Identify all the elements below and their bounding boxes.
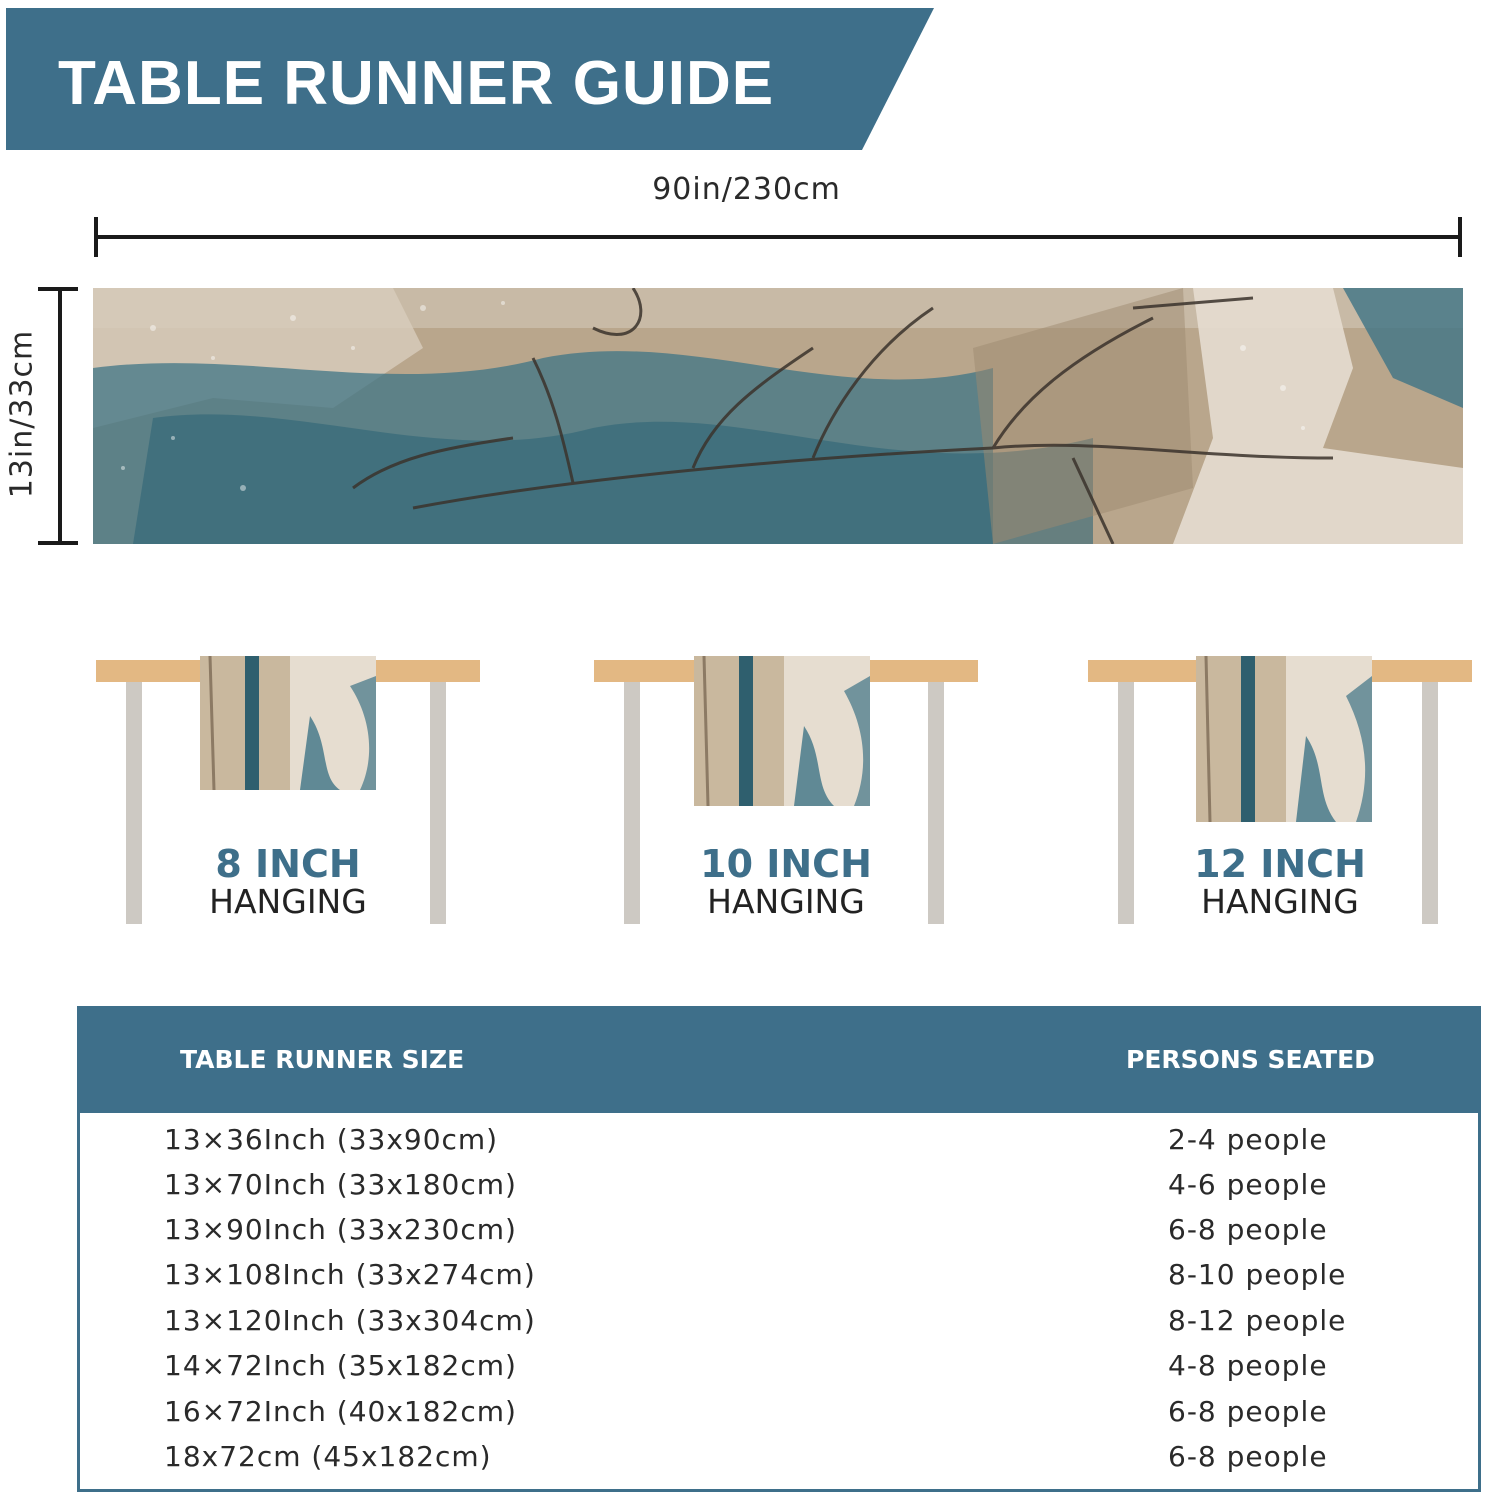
table-row [80, 1349, 1478, 1389]
hanging-word-label: HANGING [209, 882, 367, 921]
runner-drape [1196, 656, 1372, 822]
row-persons: 8-12 people [1168, 1304, 1347, 1337]
hanging-figure-8 [96, 656, 486, 926]
table-row [80, 1123, 1478, 1163]
table-row [80, 1395, 1478, 1435]
row-size: 16×72Inch (40x182cm) [164, 1395, 517, 1428]
header-size: TABLE RUNNER SIZE [180, 1045, 465, 1074]
row-size: 13×36Inch (33x90cm) [164, 1123, 499, 1156]
runner-drape [200, 656, 376, 790]
height-dimension-label: 13in/33cm [4, 329, 40, 499]
row-size: 13×70Inch (33x180cm) [164, 1168, 517, 1201]
row-persons: 8-10 people [1168, 1258, 1347, 1291]
row-persons: 6-8 people [1168, 1213, 1328, 1246]
table-row [80, 1440, 1478, 1480]
hanging-figure-12 [1088, 656, 1478, 926]
row-persons: 6-8 people [1168, 1440, 1328, 1473]
size-table-header [80, 1009, 1478, 1113]
width-dimension-label: 90in/230cm [652, 172, 841, 207]
header-persons: PERSONS SEATED [1126, 1045, 1375, 1074]
size-table [77, 1006, 1481, 1492]
page-title: TABLE RUNNER GUIDE [58, 49, 775, 118]
row-persons: 6-8 people [1168, 1395, 1328, 1428]
height-dimension-cap-top [38, 287, 78, 291]
table-row [80, 1213, 1478, 1253]
hanging-word-label: HANGING [1201, 882, 1359, 921]
table-row [80, 1258, 1478, 1298]
hanging-size-label: 12 INCH [1194, 842, 1366, 886]
table-row [80, 1304, 1478, 1344]
row-size: 18x72cm (45x182cm) [164, 1440, 492, 1473]
row-persons: 4-8 people [1168, 1349, 1328, 1382]
hanging-figure-10 [594, 656, 984, 926]
row-size: 13×90Inch (33x230cm) [164, 1213, 517, 1246]
row-size: 13×120Inch (33x304cm) [164, 1304, 536, 1337]
title-banner [6, 8, 934, 150]
row-size: 14×72Inch (35x182cm) [164, 1349, 517, 1382]
height-dimension-line [58, 288, 62, 544]
hanging-word-label: HANGING [707, 882, 865, 921]
height-dimension-cap-bottom [38, 541, 78, 545]
width-dimension-cap-right [1458, 217, 1462, 257]
width-dimension-line [96, 235, 1462, 239]
row-persons: 4-6 people [1168, 1168, 1328, 1201]
table-row [80, 1168, 1478, 1208]
hanging-size-label: 8 INCH [215, 842, 361, 886]
runner-drape [694, 656, 870, 806]
table-runner-image [93, 288, 1463, 544]
row-persons: 2-4 people [1168, 1123, 1328, 1156]
row-size: 13×108Inch (33x274cm) [164, 1258, 536, 1291]
hanging-size-label: 10 INCH [700, 842, 872, 886]
width-dimension-cap-left [94, 217, 98, 257]
